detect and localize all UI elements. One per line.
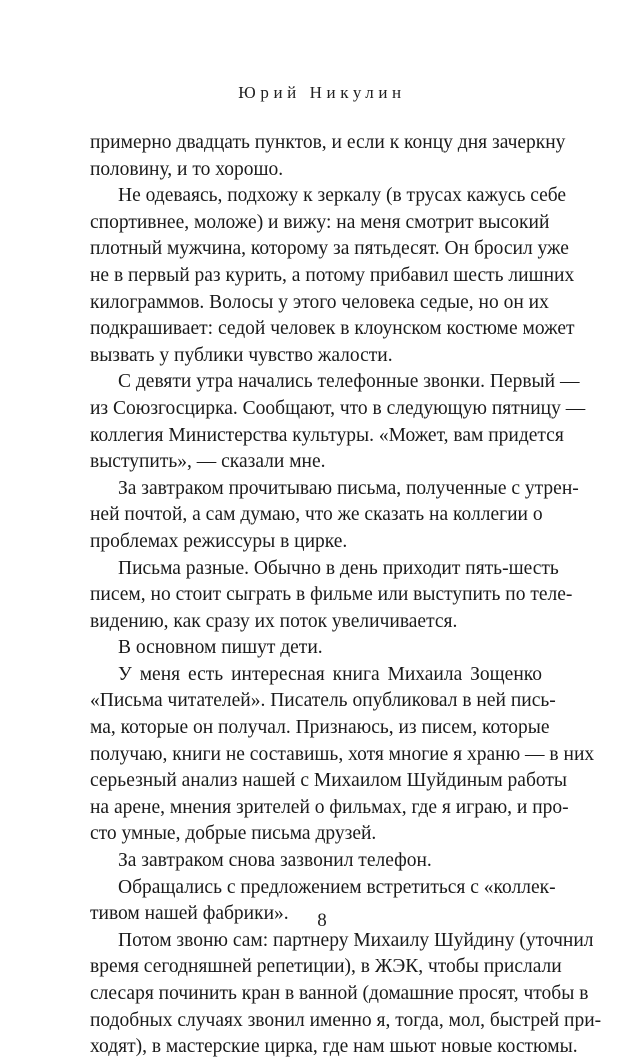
text-line: «Письма читателей». Писатель опубликовал в ней пись- [90, 690, 556, 712]
text-line: время сегодняшней репетиции), в ЖЭК, чтобы прислали [90, 956, 562, 978]
text-line: проблемах режиссуры в цирке. [90, 530, 348, 552]
text-line: У меня есть интересная книга Михаила Зощенко [118, 663, 542, 685]
text-line: половину, и то хорошо. [90, 158, 284, 180]
text-line: спортивнее, моложе) и вижу: на меня смотрит высокий [90, 211, 550, 233]
text-line: За завтраком прочитываю письма, полученные с утрен- [118, 477, 579, 499]
text-line: серьезный анализ нашей с Михаилом Шуйдиным работы [90, 770, 567, 792]
text-line: получаю, книги не составишь, хотя многие я храню — в них [90, 743, 595, 765]
text-line: ходят), в мастерские цирка, где нам шьют новые костюмы. [90, 1036, 578, 1058]
text-line: Письма разные. Обычно в день приходит пять-шесть [118, 557, 559, 579]
text-line: сто умные, добрые письма друзей. [90, 823, 377, 845]
text-line: тивом нашей фабрики». [90, 903, 289, 925]
text-line: Не одеваясь, подхожу к зеркалу (в трусах кажусь себе [118, 185, 567, 207]
text-line: плотный мужчина, которому за пятьдесят. Он бросил уже [90, 238, 569, 260]
text-line: примерно двадцать пунктов, и если к концу дня зачеркну [90, 132, 566, 153]
text-line: выступить», — сказали мне. [90, 451, 326, 473]
text-line: писем, но стоит сыграть в фильме или выступить по теле- [90, 584, 573, 606]
text-line: С девяти утра начались телефонные звонки. Первый — [118, 371, 580, 393]
text-line: вызвать у публики чувство жалости. [90, 344, 393, 366]
text-line: Потом звоню сам: партнеру Михаилу Шуйдину (уточнил [118, 929, 594, 951]
text-line: ней почтой, а сам думаю, что же сказать на коллегии о [90, 504, 543, 526]
text-line: видению, как сразу их поток увеличивается. [90, 610, 458, 632]
text-line: коллегия Министерства культуры. «Может, вам придется [90, 424, 564, 446]
page-number: 8 [317, 910, 327, 931]
text-line: слесаря починить кран в ванной (домашние просят, чтобы в [90, 983, 589, 1004]
text-line: За завтраком снова зазвонил телефон. [118, 850, 432, 872]
text-line: подобных случаях звонил именно я, тогда, мол, быстрей при- [90, 1009, 602, 1031]
text-line: из Союзгосцирка. Сообщают, что в следующую пятницу — [90, 397, 586, 419]
text-line: Обращались с предложением встретиться с «коллек- [118, 876, 556, 898]
text-line: подкрашивает: седой человек в клоунском костюме может [90, 318, 575, 340]
text-line: килограммов. Волосы у этого человека седые, но он их [90, 291, 549, 313]
text-line: не в первый раз курить, а потому прибавил шесть лишних [90, 264, 575, 286]
text-line: В основном пишут дети. [118, 637, 323, 659]
text-line: на арене, мнения зрителей о фильмах, где я играю, и про- [90, 796, 569, 818]
running-head: Юрий Никулин [238, 83, 406, 102]
text-line: ма, которые он получал. Признаюсь, из писем, которые [90, 717, 550, 739]
